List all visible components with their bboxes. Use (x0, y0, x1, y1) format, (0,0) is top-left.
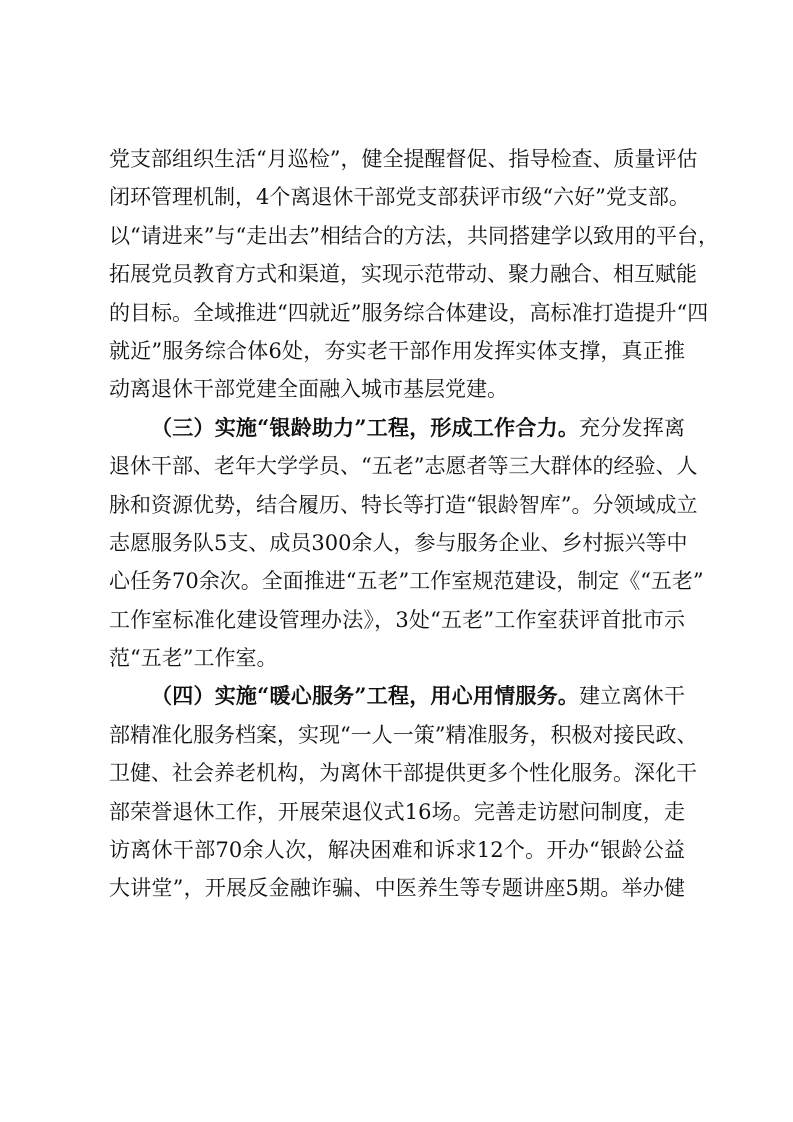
text-line (109, 332, 685, 370)
text-line (109, 677, 685, 715)
text-segment: 工作室标准化建设管理办法》，3处“五老”工作室获评首批市示 (109, 607, 685, 632)
text-segment: 部精准化服务档案，实现“一人一策”精准服务，积极对接民政、 (109, 722, 698, 747)
text-line (109, 524, 688, 562)
text-line (109, 447, 698, 485)
text-segment: 部荣誉退休工作，开展荣退仪式16场。完善走访慰问制度，走 (109, 799, 685, 824)
section-heading: （四）实施“暖心服务”工程，用心用情服务。 (151, 683, 580, 709)
document-page (109, 140, 719, 908)
text-line (109, 178, 690, 216)
text-line (109, 140, 698, 178)
text-line (109, 486, 698, 524)
text-segment: 闭环管理机制，4个离退休干部党支部获评市级“六好”党支部。 (109, 185, 690, 210)
text-line (109, 562, 704, 600)
text-segment: 的目标。全域推进“四就近”服务综合体建设，高标准打造提升“四 (109, 300, 709, 325)
text-line (109, 294, 709, 332)
text-segment: 就近”服务综合体6处，夯实老干部作用发挥实体支撑，真正推 (109, 338, 685, 363)
text-segment: 建立离休干 (579, 684, 685, 709)
text-segment: 充分发挥离 (579, 415, 685, 440)
text-line (109, 754, 697, 792)
text-segment: 访离休干部70余人次，解决困难和诉求12个。开办“银龄公益 (109, 838, 685, 863)
text-line (109, 831, 685, 869)
text-line (109, 255, 697, 293)
text-segment: 动离退休干部党建全面融入城市基层党建。 (109, 377, 508, 402)
text-line (109, 869, 685, 907)
text-segment: 志愿服务队5支、成员300余人，参与服务企业、乡村振兴等中 (109, 530, 688, 555)
text-line (109, 639, 685, 677)
text-line (109, 793, 685, 831)
text-segment: 以“请进来”与“走出去”相结合的方法，共同搭建学以致用的平台， (109, 223, 719, 248)
text-segment: 拓展党员教育方式和渠道，实现示范带动、聚力融合、相互赋能 (109, 262, 697, 287)
text-segment: 卫健、社会养老机构，为离休干部提供更多个性化服务。深化干 (109, 761, 697, 786)
text-segment: 大讲堂”，开展反金融诈骗、中医养生等专题讲座5期。举办健 (109, 876, 685, 901)
text-line (109, 716, 698, 754)
text-line (109, 217, 719, 255)
section-heading: （三）实施“银龄助力”工程，形成工作合力。 (151, 414, 580, 440)
text-segment: 心任务70余次。全面推进“五老”工作室规范建设，制定《“五老” (109, 569, 704, 594)
text-line (109, 409, 685, 447)
text-line (109, 601, 685, 639)
text-segment: 范“五老”工作室。 (109, 646, 278, 671)
text-segment: 党支部组织生活“月巡检”，健全提醒督促、指导检查、质量评估 (109, 147, 698, 171)
text-segment: 退休干部、老年大学学员、“五老”志愿者等三大群体的经验、人 (109, 454, 698, 479)
text-line (109, 370, 685, 408)
text-segment: 脉和资源优势，结合履历、特长等打造“银龄智库”。分领域成立 (109, 492, 698, 517)
